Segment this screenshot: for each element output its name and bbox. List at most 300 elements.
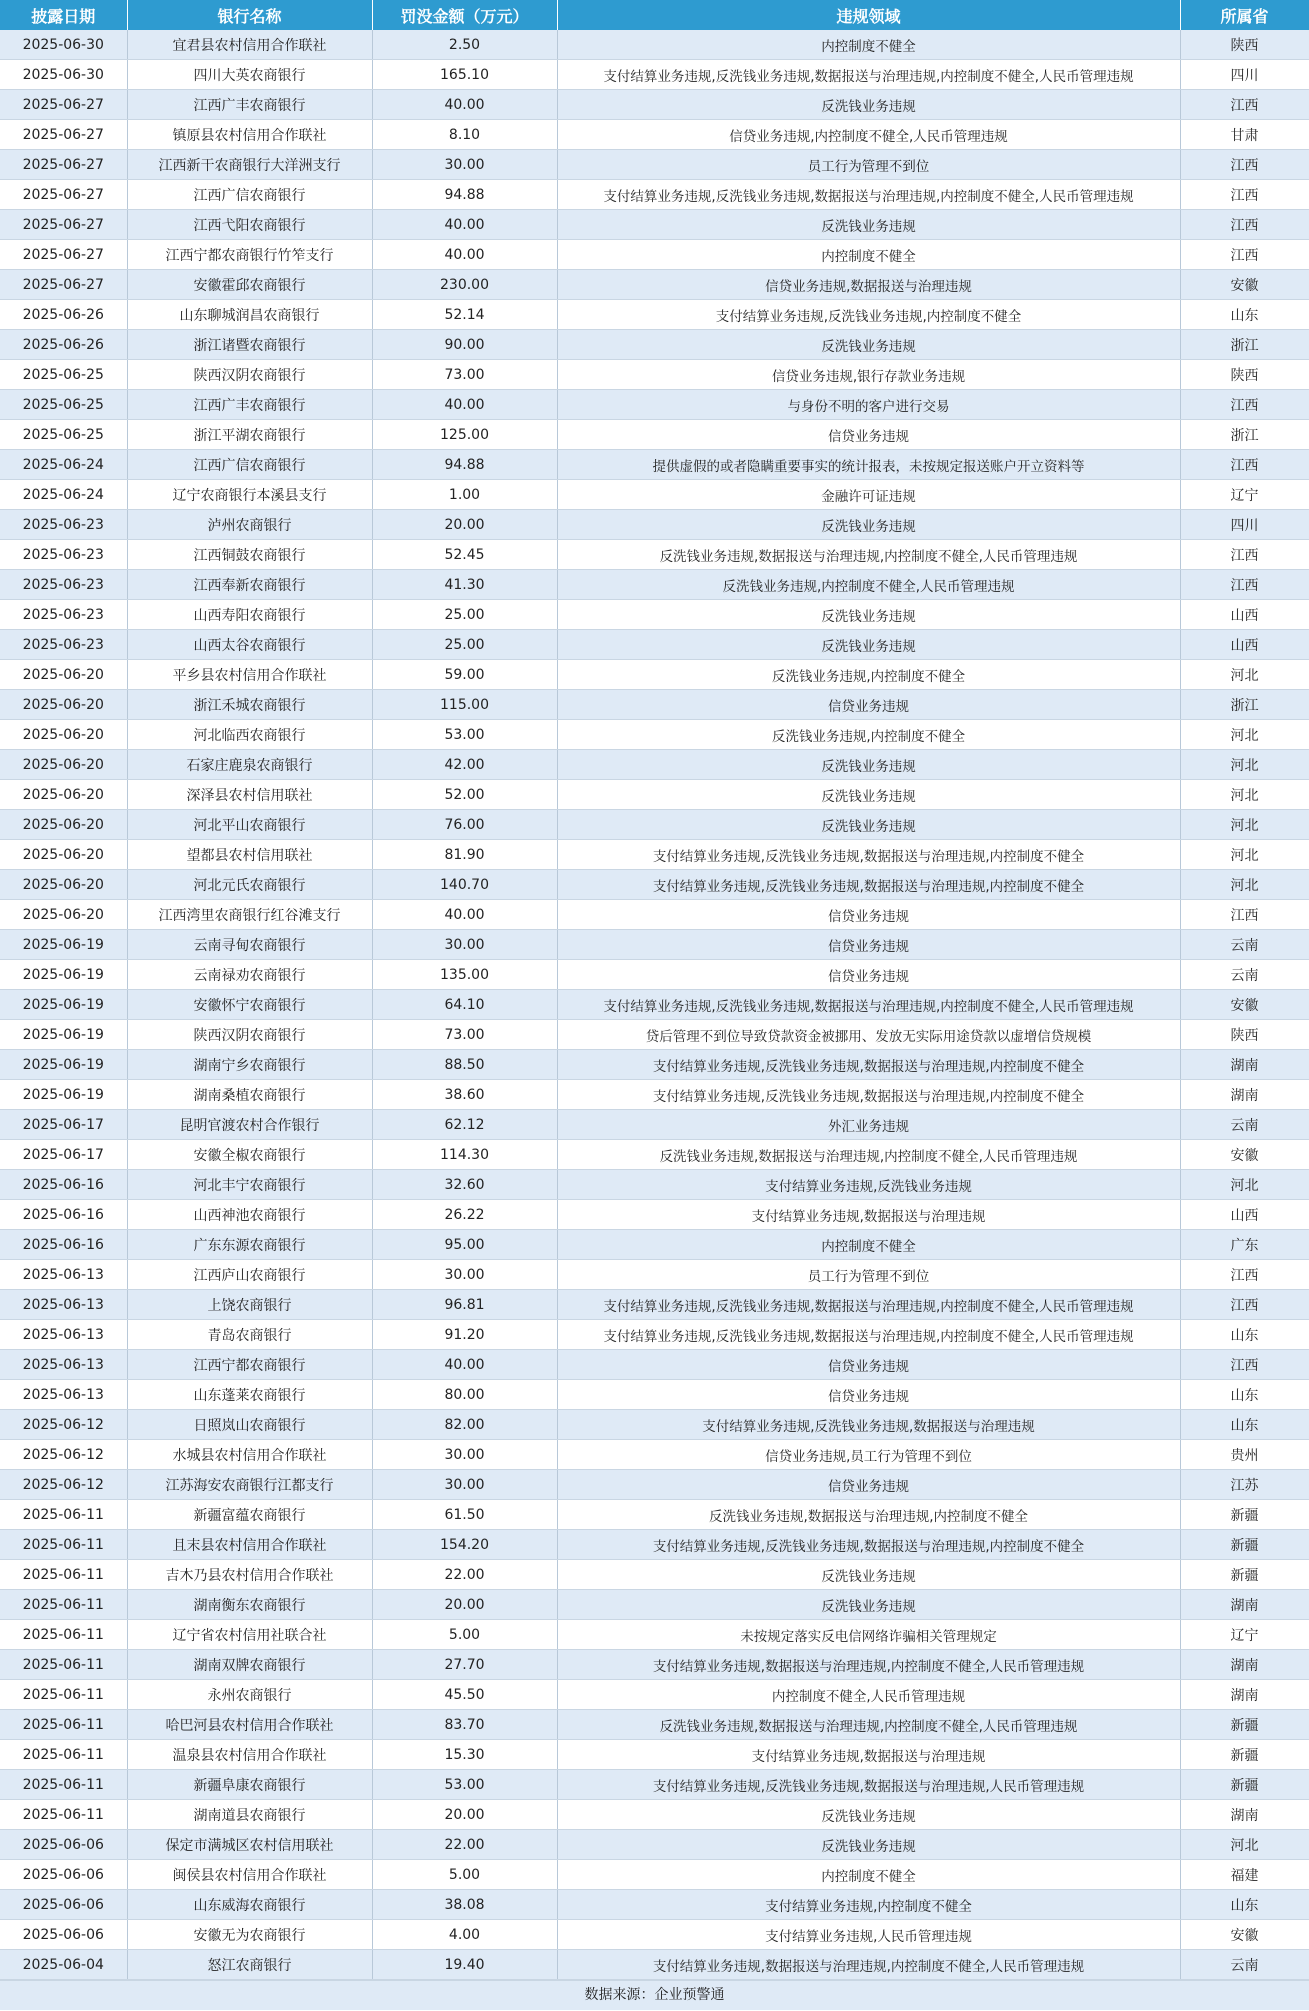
cell-date: 2025-06-19 [0, 1050, 127, 1080]
cell-province: 新疆 [1180, 1710, 1309, 1740]
cell-violation-area: 信贷业务违规,数据报送与治理违规 [557, 270, 1180, 300]
cell-penalty-amount: 73.00 [372, 1020, 557, 1050]
cell-violation-area: 支付结算业务违规,数据报送与治理违规 [557, 1200, 1180, 1230]
cell-date: 2025-06-27 [0, 90, 127, 120]
cell-bank-name: 江西庐山农商银行 [127, 1260, 372, 1290]
cell-province: 新疆 [1180, 1530, 1309, 1560]
cell-province: 贵州 [1180, 1440, 1309, 1470]
table-row [0, 1230, 1309, 1260]
cell-date: 2025-06-23 [0, 630, 127, 660]
cell-penalty-amount: 53.00 [372, 720, 557, 750]
cell-province: 新疆 [1180, 1560, 1309, 1590]
cell-bank-name: 山东威海农商银行 [127, 1890, 372, 1920]
cell-penalty-amount: 95.00 [372, 1230, 557, 1260]
cell-violation-area: 支付结算业务违规,反洗钱业务违规,内控制度不健全 [557, 300, 1180, 330]
cell-date: 2025-06-27 [0, 240, 127, 270]
cell-province: 河北 [1180, 720, 1309, 750]
cell-bank-name: 安徽霍邱农商银行 [127, 270, 372, 300]
cell-date: 2025-06-12 [0, 1470, 127, 1500]
table-row [0, 360, 1309, 390]
cell-penalty-amount: 88.50 [372, 1050, 557, 1080]
cell-penalty-amount: 25.00 [372, 600, 557, 630]
table-row [0, 1800, 1309, 1830]
header-row [0, 0, 1309, 30]
cell-violation-area: 贷后管理不到位导致贷款资金被挪用、发放无实际用途贷款以虚增信贷规模 [557, 1020, 1180, 1050]
cell-province: 山东 [1180, 1380, 1309, 1410]
cell-province: 河北 [1180, 660, 1309, 690]
cell-penalty-amount: 30.00 [372, 1470, 557, 1500]
table-row [0, 1860, 1309, 1890]
table-row [0, 120, 1309, 150]
cell-penalty-amount: 4.00 [372, 1920, 557, 1950]
table-row [0, 210, 1309, 240]
cell-bank-name: 山西太谷农商银行 [127, 630, 372, 660]
cell-province: 河北 [1180, 810, 1309, 840]
cell-province: 河北 [1180, 870, 1309, 900]
cell-date: 2025-06-06 [0, 1890, 127, 1920]
cell-penalty-amount: 15.30 [372, 1740, 557, 1770]
cell-penalty-amount: 8.10 [372, 120, 557, 150]
cell-province: 江苏 [1180, 1470, 1309, 1500]
cell-province: 河北 [1180, 1830, 1309, 1860]
cell-penalty-amount: 40.00 [372, 390, 557, 420]
cell-violation-area: 与身份不明的客户进行交易 [557, 390, 1180, 420]
cell-penalty-amount: 27.70 [372, 1650, 557, 1680]
cell-date: 2025-06-06 [0, 1860, 127, 1890]
cell-penalty-amount: 38.08 [372, 1890, 557, 1920]
cell-bank-name: 水城县农村信用合作联社 [127, 1440, 372, 1470]
cell-province: 安徽 [1180, 270, 1309, 300]
cell-bank-name: 陕西汉阴农商银行 [127, 360, 372, 390]
table-row [0, 150, 1309, 180]
cell-date: 2025-06-11 [0, 1560, 127, 1590]
cell-bank-name: 昆明官渡农村合作银行 [127, 1110, 372, 1140]
cell-date: 2025-06-27 [0, 210, 127, 240]
table-row [0, 1200, 1309, 1230]
cell-violation-area: 支付结算业务违规,内控制度不健全 [557, 1890, 1180, 1920]
cell-violation-area: 信贷业务违规 [557, 1470, 1180, 1500]
cell-province: 江西 [1180, 390, 1309, 420]
table-row [0, 1440, 1309, 1470]
cell-date: 2025-06-30 [0, 30, 127, 60]
cell-penalty-amount: 25.00 [372, 630, 557, 660]
cell-violation-area: 反洗钱业务违规,内控制度不健全,人民币管理违规 [557, 570, 1180, 600]
cell-province: 云南 [1180, 930, 1309, 960]
cell-violation-area: 反洗钱业务违规 [557, 1830, 1180, 1860]
table-row [0, 1110, 1309, 1140]
cell-date: 2025-06-20 [0, 840, 127, 870]
cell-penalty-amount: 52.14 [372, 300, 557, 330]
table-row [0, 1170, 1309, 1200]
cell-violation-area: 反洗钱业务违规 [557, 210, 1180, 240]
cell-penalty-amount: 94.88 [372, 180, 557, 210]
cell-province: 浙江 [1180, 330, 1309, 360]
cell-date: 2025-06-11 [0, 1800, 127, 1830]
cell-bank-name: 上饶农商银行 [127, 1290, 372, 1320]
cell-date: 2025-06-11 [0, 1650, 127, 1680]
cell-penalty-amount: 62.12 [372, 1110, 557, 1140]
cell-penalty-amount: 20.00 [372, 1590, 557, 1620]
cell-province: 山西 [1180, 1200, 1309, 1230]
table-row [0, 1080, 1309, 1110]
header-date[interactable]: 披露日期 [0, 0, 127, 30]
cell-bank-name: 望都县农村信用联社 [127, 840, 372, 870]
cell-bank-name: 河北丰宁农商银行 [127, 1170, 372, 1200]
cell-date: 2025-06-19 [0, 930, 127, 960]
cell-bank-name: 江西广信农商银行 [127, 450, 372, 480]
cell-bank-name: 江西新干农商银行大洋洲支行 [127, 150, 372, 180]
cell-penalty-amount: 40.00 [372, 90, 557, 120]
cell-date: 2025-06-23 [0, 570, 127, 600]
cell-date: 2025-06-20 [0, 810, 127, 840]
table-row [0, 1830, 1309, 1860]
cell-date: 2025-06-11 [0, 1680, 127, 1710]
cell-province: 山东 [1180, 1410, 1309, 1440]
cell-date: 2025-06-13 [0, 1260, 127, 1290]
cell-bank-name: 保定市满城区农村信用联社 [127, 1830, 372, 1860]
cell-penalty-amount: 76.00 [372, 810, 557, 840]
cell-province: 江西 [1180, 150, 1309, 180]
cell-bank-name: 哈巴河县农村信用合作联社 [127, 1710, 372, 1740]
table-row [0, 600, 1309, 630]
cell-bank-name: 石家庄鹿泉农商银行 [127, 750, 372, 780]
cell-violation-area: 支付结算业务违规,数据报送与治理违规,内控制度不健全,人民币管理违规 [557, 1650, 1180, 1680]
cell-bank-name: 湖南宁乡农商银行 [127, 1050, 372, 1080]
cell-penalty-amount: 114.30 [372, 1140, 557, 1170]
cell-bank-name: 且末县农村信用合作联社 [127, 1530, 372, 1560]
cell-date: 2025-06-20 [0, 900, 127, 930]
cell-bank-name: 安徽全椒农商银行 [127, 1140, 372, 1170]
cell-penalty-amount: 19.40 [372, 1950, 557, 1980]
cell-bank-name: 安徽无为农商银行 [127, 1920, 372, 1950]
cell-province: 四川 [1180, 510, 1309, 540]
cell-violation-area: 金融许可证违规 [557, 480, 1180, 510]
cell-penalty-amount: 30.00 [372, 1260, 557, 1290]
cell-date: 2025-06-20 [0, 720, 127, 750]
cell-violation-area: 反洗钱业务违规 [557, 90, 1180, 120]
cell-penalty-amount: 165.10 [372, 60, 557, 90]
cell-date: 2025-06-06 [0, 1920, 127, 1950]
cell-bank-name: 新疆富蕴农商银行 [127, 1500, 372, 1530]
table-row [0, 30, 1309, 60]
cell-date: 2025-06-11 [0, 1770, 127, 1800]
cell-violation-area: 反洗钱业务违规 [557, 330, 1180, 360]
data-source-note: 数据来源：企业预警通 [0, 1980, 1309, 2010]
table-row [0, 990, 1309, 1020]
cell-province: 湖南 [1180, 1050, 1309, 1080]
cell-penalty-amount: 81.90 [372, 840, 557, 870]
cell-province: 山东 [1180, 300, 1309, 330]
cell-province: 山西 [1180, 600, 1309, 630]
cell-violation-area: 反洗钱业务违规 [557, 810, 1180, 840]
cell-bank-name: 河北临西农商银行 [127, 720, 372, 750]
cell-province: 湖南 [1180, 1680, 1309, 1710]
table-row [0, 810, 1309, 840]
cell-penalty-amount: 30.00 [372, 150, 557, 180]
cell-bank-name: 辽宁农商银行本溪县支行 [127, 480, 372, 510]
cell-bank-name: 吉木乃县农村信用合作联社 [127, 1560, 372, 1590]
cell-province: 浙江 [1180, 420, 1309, 450]
table-row [0, 1260, 1309, 1290]
cell-violation-area: 支付结算业务违规,反洗钱业务违规,数据报送与治理违规,人民币管理违规 [557, 1770, 1180, 1800]
table-row [0, 1710, 1309, 1740]
cell-bank-name: 江西广丰农商银行 [127, 390, 372, 420]
cell-province: 江西 [1180, 90, 1309, 120]
cell-province: 河北 [1180, 840, 1309, 870]
cell-penalty-amount: 22.00 [372, 1560, 557, 1590]
cell-province: 山东 [1180, 1320, 1309, 1350]
cell-province: 江西 [1180, 450, 1309, 480]
table-row [0, 870, 1309, 900]
cell-penalty-amount: 91.20 [372, 1320, 557, 1350]
cell-province: 新疆 [1180, 1770, 1309, 1800]
table-row [0, 300, 1309, 330]
table-row [0, 180, 1309, 210]
cell-bank-name: 江西宁都农商银行竹笮支行 [127, 240, 372, 270]
cell-province: 河北 [1180, 750, 1309, 780]
cell-province: 云南 [1180, 1110, 1309, 1140]
table-row [0, 1770, 1309, 1800]
cell-province: 新疆 [1180, 1500, 1309, 1530]
table-row [0, 540, 1309, 570]
cell-violation-area: 支付结算业务违规,人民币管理违规 [557, 1920, 1180, 1950]
cell-violation-area: 反洗钱业务违规,数据报送与治理违规,内控制度不健全,人民币管理违规 [557, 540, 1180, 570]
cell-province: 安徽 [1180, 1920, 1309, 1950]
cell-penalty-amount: 52.45 [372, 540, 557, 570]
table-row [0, 690, 1309, 720]
table-row [0, 270, 1309, 300]
cell-violation-area: 反洗钱业务违规,数据报送与治理违规,内控制度不健全,人民币管理违规 [557, 1710, 1180, 1740]
table-row [0, 930, 1309, 960]
cell-province: 江西 [1180, 540, 1309, 570]
cell-province: 辽宁 [1180, 1620, 1309, 1650]
cell-bank-name: 湖南衡东农商银行 [127, 1590, 372, 1620]
table-row [0, 1410, 1309, 1440]
cell-violation-area: 内控制度不健全 [557, 240, 1180, 270]
cell-date: 2025-06-12 [0, 1410, 127, 1440]
table-row [0, 1350, 1309, 1380]
table-row [0, 1620, 1309, 1650]
cell-bank-name: 江西广丰农商银行 [127, 90, 372, 120]
cell-violation-area: 外汇业务违规 [557, 1110, 1180, 1140]
table-row [0, 1530, 1309, 1560]
cell-date: 2025-06-19 [0, 1020, 127, 1050]
cell-violation-area: 反洗钱业务违规 [557, 510, 1180, 540]
header-penalty-amount[interactable]: 罚没金额（万元） [372, 0, 557, 30]
cell-province: 陕西 [1180, 360, 1309, 390]
cell-bank-name: 江西宁都农商银行 [127, 1350, 372, 1380]
cell-violation-area: 反洗钱业务违规 [557, 1590, 1180, 1620]
table-row [0, 1650, 1309, 1680]
cell-penalty-amount: 1.00 [372, 480, 557, 510]
cell-date: 2025-06-25 [0, 360, 127, 390]
cell-penalty-amount: 5.00 [372, 1620, 557, 1650]
cell-violation-area: 反洗钱业务违规 [557, 780, 1180, 810]
table-row [0, 480, 1309, 510]
cell-violation-area: 反洗钱业务违规 [557, 630, 1180, 660]
cell-bank-name: 云南禄劝农商银行 [127, 960, 372, 990]
cell-date: 2025-06-17 [0, 1110, 127, 1140]
cell-violation-area: 支付结算业务违规,反洗钱业务违规 [557, 1170, 1180, 1200]
cell-penalty-amount: 230.00 [372, 270, 557, 300]
cell-date: 2025-06-23 [0, 510, 127, 540]
cell-bank-name: 安徽怀宁农商银行 [127, 990, 372, 1020]
cell-province: 山东 [1180, 1890, 1309, 1920]
cell-penalty-amount: 5.00 [372, 1860, 557, 1890]
cell-bank-name: 辽宁省农村信用社联合社 [127, 1620, 372, 1650]
cell-penalty-amount: 83.70 [372, 1710, 557, 1740]
cell-date: 2025-06-24 [0, 480, 127, 510]
cell-date: 2025-06-27 [0, 270, 127, 300]
cell-date: 2025-06-20 [0, 780, 127, 810]
cell-penalty-amount: 32.60 [372, 1170, 557, 1200]
cell-penalty-amount: 154.20 [372, 1530, 557, 1560]
cell-date: 2025-06-16 [0, 1170, 127, 1200]
cell-violation-area: 反洗钱业务违规 [557, 1800, 1180, 1830]
cell-province: 河北 [1180, 780, 1309, 810]
cell-date: 2025-06-11 [0, 1620, 127, 1650]
cell-province: 陕西 [1180, 30, 1309, 60]
cell-date: 2025-06-19 [0, 960, 127, 990]
cell-violation-area: 反洗钱业务违规,内控制度不健全 [557, 660, 1180, 690]
table-row [0, 90, 1309, 120]
cell-violation-area: 内控制度不健全 [557, 1230, 1180, 1260]
cell-violation-area: 信贷业务违规 [557, 930, 1180, 960]
cell-violation-area: 员工行为管理不到位 [557, 1260, 1180, 1290]
cell-date: 2025-06-20 [0, 750, 127, 780]
header-bank-name[interactable]: 银行名称 [127, 0, 372, 30]
cell-violation-area: 反洗钱业务违规,内控制度不健全 [557, 720, 1180, 750]
cell-bank-name: 江西广信农商银行 [127, 180, 372, 210]
cell-bank-name: 山东蓬莱农商银行 [127, 1380, 372, 1410]
cell-bank-name: 江西铜鼓农商银行 [127, 540, 372, 570]
cell-bank-name: 永州农商银行 [127, 1680, 372, 1710]
cell-date: 2025-06-26 [0, 300, 127, 330]
cell-penalty-amount: 52.00 [372, 780, 557, 810]
table-row [0, 1050, 1309, 1080]
cell-province: 安徽 [1180, 990, 1309, 1020]
cell-violation-area: 信贷业务违规 [557, 900, 1180, 930]
cell-province: 陕西 [1180, 1020, 1309, 1050]
cell-violation-area: 支付结算业务违规,反洗钱业务违规,数据报送与治理违规 [557, 1410, 1180, 1440]
cell-violation-area: 提供虚假的或者隐瞒重要事实的统计报表，未按规定报送账户开立资料等 [557, 450, 1180, 480]
cell-bank-name: 青岛农商银行 [127, 1320, 372, 1350]
cell-bank-name: 云南寻甸农商银行 [127, 930, 372, 960]
cell-penalty-amount: 53.00 [372, 1770, 557, 1800]
cell-violation-area: 内控制度不健全 [557, 1860, 1180, 1890]
cell-violation-area: 信贷业务违规,银行存款业务违规 [557, 360, 1180, 390]
cell-bank-name: 河北元氏农商银行 [127, 870, 372, 900]
cell-penalty-amount: 2.50 [372, 30, 557, 60]
cell-violation-area: 信贷业务违规,内控制度不健全,人民币管理违规 [557, 120, 1180, 150]
cell-bank-name: 镇原县农村信用合作联社 [127, 120, 372, 150]
cell-province: 山西 [1180, 630, 1309, 660]
cell-bank-name: 广东东源农商银行 [127, 1230, 372, 1260]
cell-province: 江西 [1180, 240, 1309, 270]
table-row [0, 1590, 1309, 1620]
header-province[interactable]: 所属省 [1180, 0, 1309, 30]
table-row [0, 960, 1309, 990]
table-row [0, 1560, 1309, 1590]
table-row [0, 1140, 1309, 1170]
table-row [0, 660, 1309, 690]
cell-bank-name: 四川大英农商银行 [127, 60, 372, 90]
cell-violation-area: 支付结算业务违规,反洗钱业务违规,数据报送与治理违规,内控制度不健全,人民币管理违规 [557, 1290, 1180, 1320]
table-row [0, 1020, 1309, 1050]
cell-province: 湖南 [1180, 1650, 1309, 1680]
cell-penalty-amount: 20.00 [372, 510, 557, 540]
cell-province: 辽宁 [1180, 480, 1309, 510]
table-row [0, 450, 1309, 480]
cell-date: 2025-06-27 [0, 180, 127, 210]
cell-bank-name: 深泽县农村信用联社 [127, 780, 372, 810]
cell-date: 2025-06-11 [0, 1710, 127, 1740]
cell-province: 甘肃 [1180, 120, 1309, 150]
cell-date: 2025-06-13 [0, 1380, 127, 1410]
cell-violation-area: 信贷业务违规,员工行为管理不到位 [557, 1440, 1180, 1470]
cell-date: 2025-06-24 [0, 450, 127, 480]
cell-bank-name: 江西奉新农商银行 [127, 570, 372, 600]
cell-violation-area: 支付结算业务违规,反洗钱业务违规,数据报送与治理违规,内控制度不健全 [557, 1530, 1180, 1560]
cell-bank-name: 泸州农商银行 [127, 510, 372, 540]
cell-violation-area: 反洗钱业务违规 [557, 600, 1180, 630]
cell-violation-area: 反洗钱业务违规 [557, 1560, 1180, 1590]
cell-date: 2025-06-11 [0, 1740, 127, 1770]
cell-province: 江西 [1180, 900, 1309, 930]
cell-violation-area: 反洗钱业务违规,数据报送与治理违规,内控制度不健全 [557, 1500, 1180, 1530]
cell-province: 新疆 [1180, 1740, 1309, 1770]
cell-date: 2025-06-17 [0, 1140, 127, 1170]
cell-violation-area: 支付结算业务违规,数据报送与治理违规,内控制度不健全,人民币管理违规 [557, 1950, 1180, 1980]
cell-date: 2025-06-25 [0, 420, 127, 450]
cell-province: 广东 [1180, 1230, 1309, 1260]
cell-date: 2025-06-25 [0, 390, 127, 420]
table-row [0, 1470, 1309, 1500]
table-row [0, 750, 1309, 780]
cell-province: 湖南 [1180, 1800, 1309, 1830]
cell-province: 江西 [1180, 570, 1309, 600]
cell-violation-area: 信贷业务违规 [557, 420, 1180, 450]
header-violation-area[interactable]: 违规领域 [557, 0, 1180, 30]
table-row [0, 1950, 1309, 1980]
cell-violation-area: 未按规定落实反电信网络诈骗相关管理规定 [557, 1620, 1180, 1650]
cell-province: 湖南 [1180, 1590, 1309, 1620]
cell-bank-name: 平乡县农村信用合作联社 [127, 660, 372, 690]
cell-bank-name: 浙江平湖农商银行 [127, 420, 372, 450]
table-row [0, 330, 1309, 360]
cell-date: 2025-06-04 [0, 1950, 127, 1980]
cell-bank-name: 江苏海安农商银行江都支行 [127, 1470, 372, 1500]
table-row [0, 390, 1309, 420]
cell-violation-area: 内控制度不健全,人民币管理违规 [557, 1680, 1180, 1710]
cell-province: 江西 [1180, 180, 1309, 210]
cell-penalty-amount: 42.00 [372, 750, 557, 780]
cell-date: 2025-06-11 [0, 1500, 127, 1530]
cell-penalty-amount: 40.00 [372, 210, 557, 240]
cell-date: 2025-06-13 [0, 1350, 127, 1380]
cell-violation-area: 支付结算业务违规,反洗钱业务违规,数据报送与治理违规,内控制度不健全,人民币管理违规 [557, 180, 1180, 210]
table-row [0, 1290, 1309, 1320]
cell-date: 2025-06-27 [0, 150, 127, 180]
cell-province: 河北 [1180, 1170, 1309, 1200]
cell-date: 2025-06-26 [0, 330, 127, 360]
cell-date: 2025-06-20 [0, 690, 127, 720]
cell-date: 2025-06-12 [0, 1440, 127, 1470]
cell-violation-area: 反洗钱业务违规 [557, 750, 1180, 780]
table-row [0, 240, 1309, 270]
cell-date: 2025-06-20 [0, 870, 127, 900]
cell-bank-name: 温泉县农村信用合作联社 [127, 1740, 372, 1770]
